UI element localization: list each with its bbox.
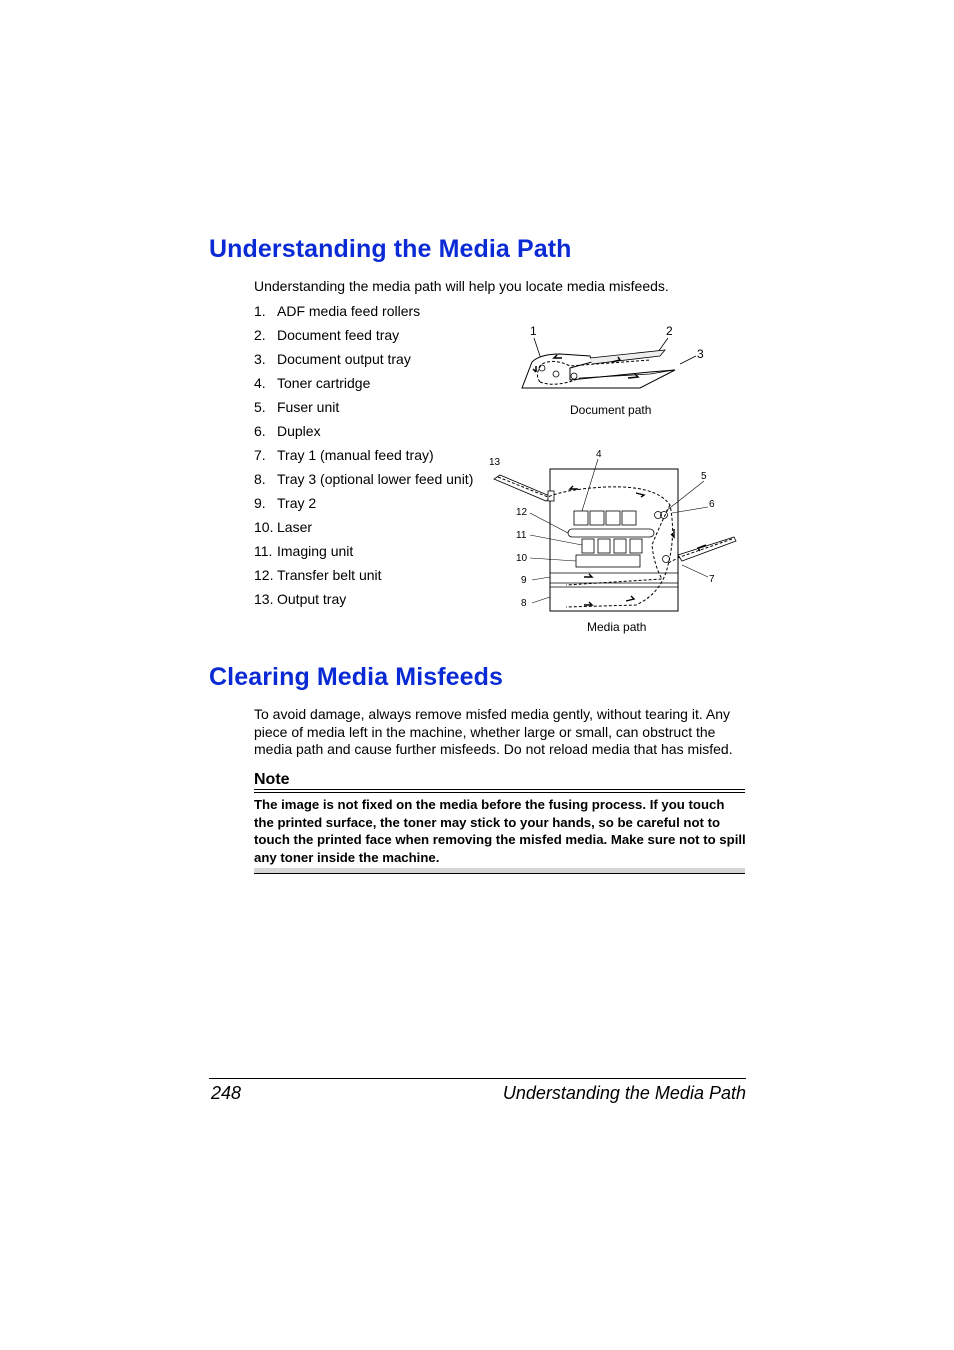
list-item-number: 8.: [254, 471, 266, 487]
list-item-text: Duplex: [277, 423, 321, 439]
doc-callout-1: 1: [530, 324, 537, 338]
media-callout-9: 9: [521, 575, 527, 586]
doc-callout-3: 3: [697, 347, 704, 361]
media-callout-5: 5: [701, 471, 707, 482]
media-callout-7: 7: [709, 574, 715, 585]
misfeed-paragraph: To avoid damage, always remove misfed media gently, without tearing it. Any piece of media left in the machine, whether large or small, can obstruct the media path and cause further misfeeds. Do not reload media that has misfed.: [254, 706, 733, 758]
intro-text: Understanding the media path will help you locate media misfeeds.: [254, 278, 669, 294]
section-heading-media-path: Understanding the Media Path: [209, 235, 572, 263]
component-list: [254, 302, 474, 614]
list-item-text: Transfer belt unit: [277, 567, 382, 583]
list-item-number: 12.: [254, 567, 274, 583]
media-callout-13: 13: [489, 457, 501, 468]
media-callout-8: 8: [521, 598, 527, 609]
list-item: [254, 398, 474, 416]
note-label: Note: [254, 771, 290, 788]
list-item: [254, 542, 474, 560]
list-item-number: 4.: [254, 375, 266, 391]
list-item-number: 6.: [254, 423, 266, 439]
page-number: 248: [211, 1083, 242, 1103]
list-item-text: ADF media feed rollers: [277, 303, 421, 319]
media-callout-10: 10: [516, 553, 528, 564]
note-text: The image is not fixed on the media before the fusing process. If you touch the printed surface, the toner may stick to your hands, so be careful not to touch the printed face when removing the misfed media. Make sure not to spill any toner inside the machine.: [254, 797, 746, 865]
list-item: [254, 374, 474, 392]
list-item-text: Fuser unit: [277, 399, 340, 415]
list-item: [254, 518, 474, 536]
media-callout-4: 4: [596, 449, 602, 460]
list-item: [254, 470, 474, 488]
list-item-text: Document feed tray: [277, 327, 400, 343]
list-item-number: 3.: [254, 351, 266, 367]
list-item: [254, 566, 474, 584]
note-bottom-rule: [254, 868, 745, 874]
list-item-text: Laser: [277, 519, 313, 535]
list-item: [254, 494, 474, 512]
list-item-text: Output tray: [277, 591, 347, 607]
list-item-number: 11.: [254, 543, 273, 559]
footer-title: Understanding the Media Path: [502, 1083, 746, 1103]
list-item-number: 13.: [254, 591, 274, 607]
list-item: [254, 422, 474, 440]
list-item-text: Toner cartridge: [277, 375, 371, 391]
list-item-text: Tray 3 (optional lower feed unit): [277, 471, 474, 487]
list-item-text: Imaging unit: [277, 543, 354, 559]
list-item: [254, 446, 474, 464]
document-path-caption: Document path: [570, 403, 652, 417]
list-item: [254, 590, 474, 608]
doc-callout-2: 2: [666, 324, 673, 338]
list-item: [254, 326, 474, 344]
media-callout-11: 11: [516, 530, 527, 541]
media-path-caption: Media path: [587, 620, 647, 634]
media-callout-12: 12: [516, 507, 528, 518]
list-item-number: 10.: [254, 519, 274, 535]
list-item-number: 2.: [254, 327, 266, 343]
footer-rule: [209, 1078, 746, 1079]
list-item-number: 1.: [254, 303, 266, 319]
list-item: [254, 302, 474, 320]
media-callout-6: 6: [709, 499, 715, 510]
document-path-diagram: [500, 320, 730, 400]
list-item: [254, 350, 474, 368]
section-heading-clearing-misfeeds: Clearing Media Misfeeds: [209, 663, 504, 691]
note-top-rule: [254, 789, 745, 793]
media-path-diagram: [486, 445, 740, 615]
list-item-number: 9.: [254, 495, 266, 511]
list-item-number: 5.: [254, 399, 266, 415]
list-item-text: Document output tray: [277, 351, 411, 367]
list-item-text: Tray 1 (manual feed tray): [277, 447, 434, 463]
list-item-text: Tray 2: [277, 495, 317, 511]
list-item-number: 7.: [254, 447, 266, 463]
